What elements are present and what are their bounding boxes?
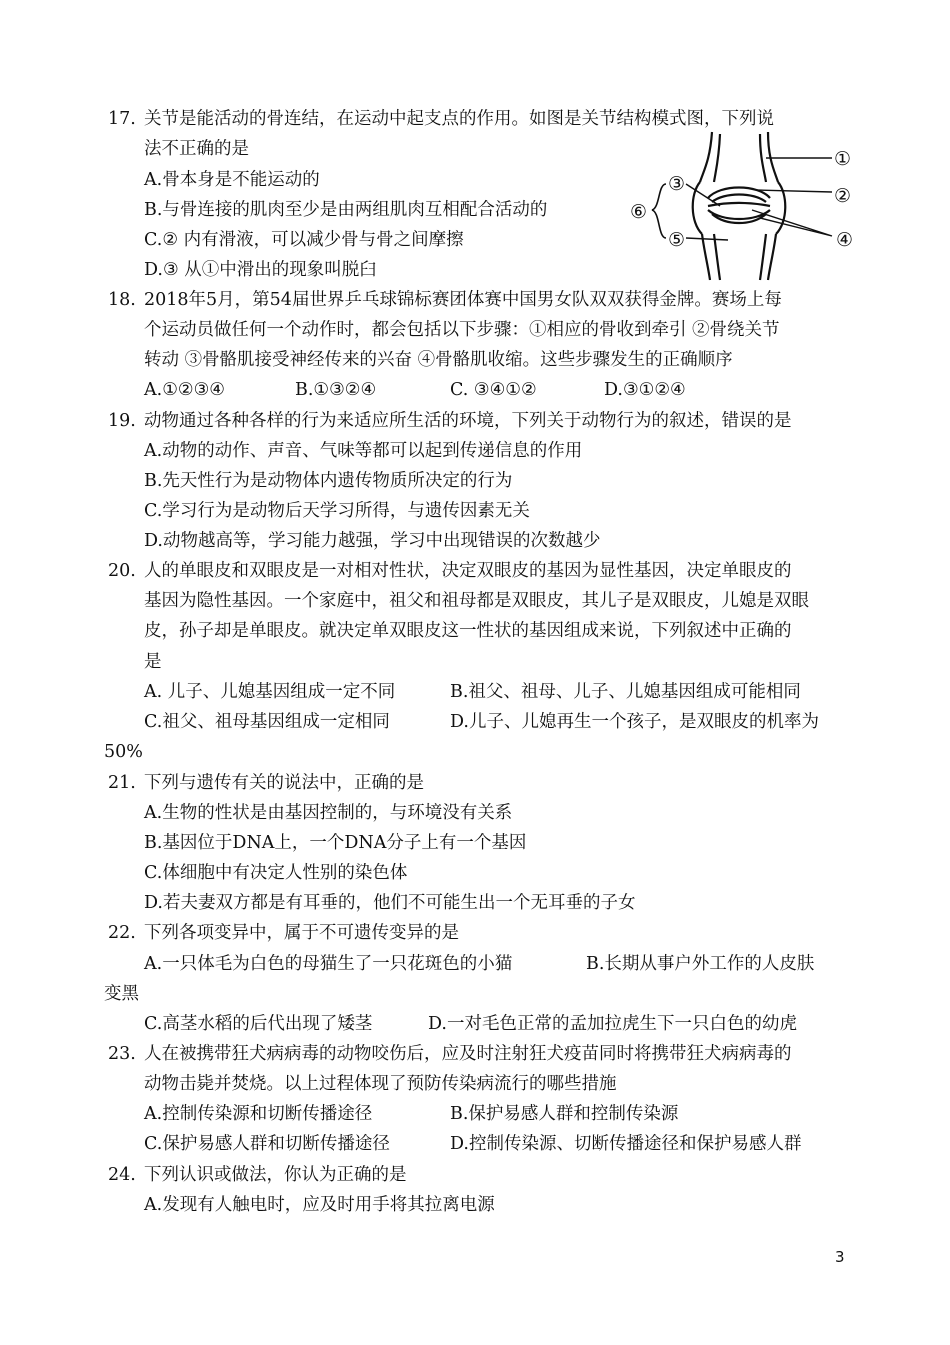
option-b: B.长期从事户外工作的人皮肤 <box>586 954 815 974</box>
option-d: D.若夫妻双方都是有耳垂的，他们不可能生出一个无耳垂的子女 <box>144 893 636 913</box>
question-text: 基因为隐性基因。一个家庭中，祖父和祖母都是双眼皮，其儿子是双眼皮，儿媳是双眼 <box>144 591 809 611</box>
option-b: B.保护易感人群和控制传染源 <box>450 1104 679 1124</box>
option-a: A.一只体毛为白色的母猫生了一只花斑色的小猫 <box>144 954 513 974</box>
question-number: 20. <box>108 561 136 581</box>
question-text: 皮，孙子却是单眼皮。就决定单双眼皮这一性状的基因组成来说，下列叙述中正确的 <box>144 621 792 641</box>
option-c: C.保护易感人群和切断传播途径 <box>144 1134 390 1154</box>
option-c: C.② 内有滑液，可以减少骨与骨之间摩擦 <box>144 230 464 250</box>
option-a: A.控制传染源和切断传播途径 <box>144 1104 373 1124</box>
label-2: ② <box>834 185 852 207</box>
label-6: ⑥ <box>630 201 648 223</box>
option-b: B.先天性行为是动物体内遗传物质所决定的行为 <box>144 471 513 491</box>
question-number: 21. <box>108 773 136 793</box>
option-d: D.③①②④ <box>604 380 686 400</box>
joint-structure-diagram <box>624 130 864 282</box>
option-a: A.生物的性状是由基因控制的，与环境没有关系 <box>144 803 513 823</box>
page-number: 3 <box>835 1248 845 1266</box>
option-b: B.与骨连接的肌肉至少是由两组肌肉互相配合活动的 <box>144 200 548 220</box>
option-b: B.①③②④ <box>295 380 377 400</box>
option-d-continued: 50% <box>104 742 143 762</box>
question-number: 22. <box>108 923 136 943</box>
option-b: B.基因位于DNA上，一个DNA分子上有一个基因 <box>144 833 527 853</box>
question-number: 24. <box>108 1165 136 1185</box>
question-text: 动物通过各种各样的行为来适应所生活的环境，下列关于动物行为的叙述，错误的是 <box>144 411 792 431</box>
option-d: D.一对毛色正常的孟加拉虎生下一只白色的幼虎 <box>428 1014 797 1034</box>
option-d: D.控制传染源、切断传播途径和保护易感人群 <box>450 1134 802 1154</box>
label-1: ① <box>834 148 852 170</box>
option-b: B.祖父、祖母、儿子、儿媳基因组成可能相同 <box>450 682 801 702</box>
label-5: ⑤ <box>668 229 686 251</box>
option-a: A.动物的动作、声音、气味等都可以起到传递信息的作用 <box>144 441 583 461</box>
label-4: ④ <box>836 229 854 251</box>
option-d: D.动物越高等，学习能力越强，学习中出现错误的次数越少 <box>144 531 601 551</box>
question-number: 23. <box>108 1044 136 1064</box>
option-c: C.祖父、祖母基因组成一定相同 <box>144 712 390 732</box>
option-a: A.发现有人触电时，应及时用手将其拉离电源 <box>144 1195 495 1215</box>
label-3: ③ <box>668 173 686 195</box>
option-a: A. 儿子、儿媳基因组成一定不同 <box>144 682 396 702</box>
question-number: 17. <box>108 109 136 129</box>
question-text: 法不正确的是 <box>144 139 249 159</box>
option-a: A.①②③④ <box>144 380 225 400</box>
question-text: 关节是能活动的骨连结，在运动中起支点的作用。如图是关节结构模式图，下列说 <box>144 109 774 129</box>
question-text: 2018年5月，第54届世界乒乓球锦标赛团体赛中国男女队双双获得金牌。赛场上每 <box>144 290 782 310</box>
question-text: 是 <box>144 652 162 672</box>
option-a: A.骨本身是不能运动的 <box>144 170 320 190</box>
question-text: 下列认识或做法，你认为正确的是 <box>144 1165 407 1185</box>
option-c: C.学习行为是动物后天学习所得，与遗传因素无关 <box>144 501 530 521</box>
option-b-continued: 变黑 <box>104 984 139 1004</box>
option-c: C.体细胞中有决定人性别的染色体 <box>144 863 408 883</box>
option-d: D.儿子、儿媳再生一个孩子，是双眼皮的机率为 <box>450 712 819 732</box>
option-c: C.高茎水稻的后代出现了矮茎 <box>144 1014 373 1034</box>
question-text: 人在被携带狂犬病病毒的动物咬伤后，应及时注射狂犬疫苗同时将携带狂犬病病毒的 <box>144 1044 792 1064</box>
question-text: 个运动员做任何一个动作时，都会包括以下步骤：①相应的骨收到牵引 ②骨绕关节 <box>144 320 780 340</box>
question-text: 转动 ③骨骼肌接受神经传来的兴奋 ④骨骼肌收缩。这些步骤发生的正确顺序 <box>144 350 733 370</box>
question-number: 18. <box>108 290 136 310</box>
question-number: 19. <box>108 411 136 431</box>
question-text: 动物击毙并焚烧。以上过程体现了预防传染病流行的哪些措施 <box>144 1074 617 1094</box>
question-text: 下列与遗传有关的说法中，正确的是 <box>144 773 424 793</box>
question-text: 人的单眼皮和双眼皮是一对相对性状，决定双眼皮的基因为显性基因，决定单眼皮的 <box>144 561 792 581</box>
option-c: C. ③④①② <box>450 380 537 400</box>
question-text: 下列各项变异中，属于不可遗传变异的是 <box>144 923 459 943</box>
option-d: D.③ 从①中滑出的现象叫脱臼 <box>144 260 377 280</box>
